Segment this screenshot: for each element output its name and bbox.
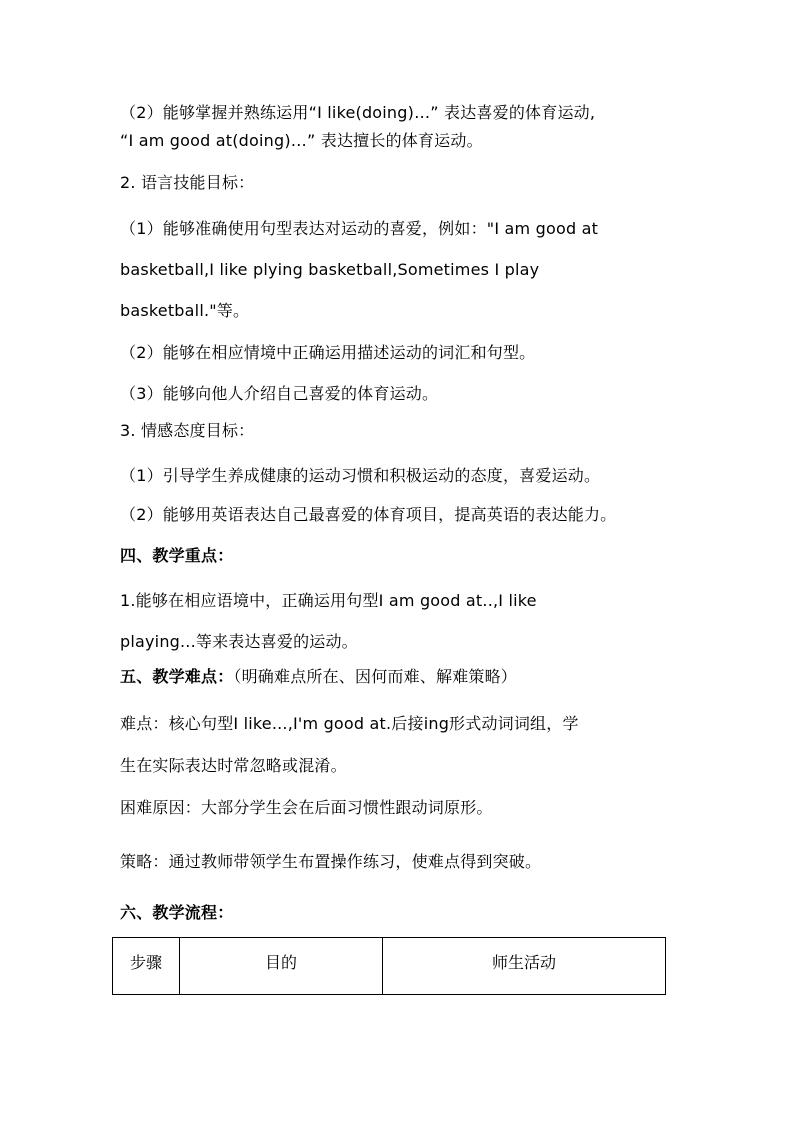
skill-line-4: （2）能够在相应情境中正确运用描述运动的词汇和句型。 bbox=[120, 343, 536, 362]
heading-teaching-process: 六、教学流程： bbox=[120, 903, 234, 922]
skill-line-5: （3）能够向他人介绍自己喜爱的体育运动。 bbox=[120, 384, 439, 403]
focus-line-1: 1.能够在相应语境中，正确运用句型I am good at..,I like bbox=[120, 591, 537, 610]
table-header-cell: 目的 bbox=[180, 938, 383, 995]
difficulty-line-1: 难点：核心句型I like...,I'm good at.后接ing形式动词词组，学 bbox=[120, 714, 579, 733]
difficulty-note: （明确难点所在、因何而难、解难策略） bbox=[233, 667, 518, 686]
skill-line-2: basketball,I like plying basketball,Sometimes I play bbox=[120, 260, 540, 279]
section-heading-attitude: 3. 情感态度目标： bbox=[120, 421, 255, 440]
objective-line-1: （2）能够掌握并熟练运用“I like(doing)…” 表达喜爱的体育运动, bbox=[120, 103, 596, 122]
table-header-cell: 师生活动 bbox=[383, 938, 666, 995]
difficulty-line-2: 生在实际表达时常忽略或混淆。 bbox=[120, 756, 347, 775]
attitude-line-1: （1）引导学生养成健康的运动习惯和积极运动的态度，喜爱运动。 bbox=[120, 466, 601, 485]
difficulty-reason: 困难原因：大部分学生会在后面习惯性跟动词原形。 bbox=[120, 798, 493, 817]
skill-line-3: basketball."等。 bbox=[120, 301, 250, 320]
focus-line-2: playing...等来表达喜爱的运动。 bbox=[120, 632, 358, 651]
attitude-line-2: （2）能够用英语表达自己最喜爱的体育项目，提高英语的表达能力。 bbox=[120, 505, 617, 524]
table-header-cell: 步骤 bbox=[113, 938, 180, 995]
section-heading-language-skills: 2. 语言技能目标： bbox=[120, 173, 255, 192]
skill-line-1: （1）能够准确使用句型表达对运动的喜爱，例如："I am good at bbox=[120, 219, 599, 238]
heading-teaching-focus: 四、教学重点： bbox=[120, 546, 234, 565]
table-header-row bbox=[113, 938, 666, 995]
heading-teaching-difficulty-row bbox=[120, 667, 517, 687]
difficulty-strategy: 策略：通过教师带领学生布置操作练习，使难点得到突破。 bbox=[120, 852, 542, 871]
heading-teaching-difficulty: 五、教学难点： bbox=[120, 667, 234, 686]
teaching-process-table bbox=[112, 937, 666, 995]
objective-line-2: “I am good at(doing)…” 表达擅长的体育运动。 bbox=[120, 131, 483, 150]
